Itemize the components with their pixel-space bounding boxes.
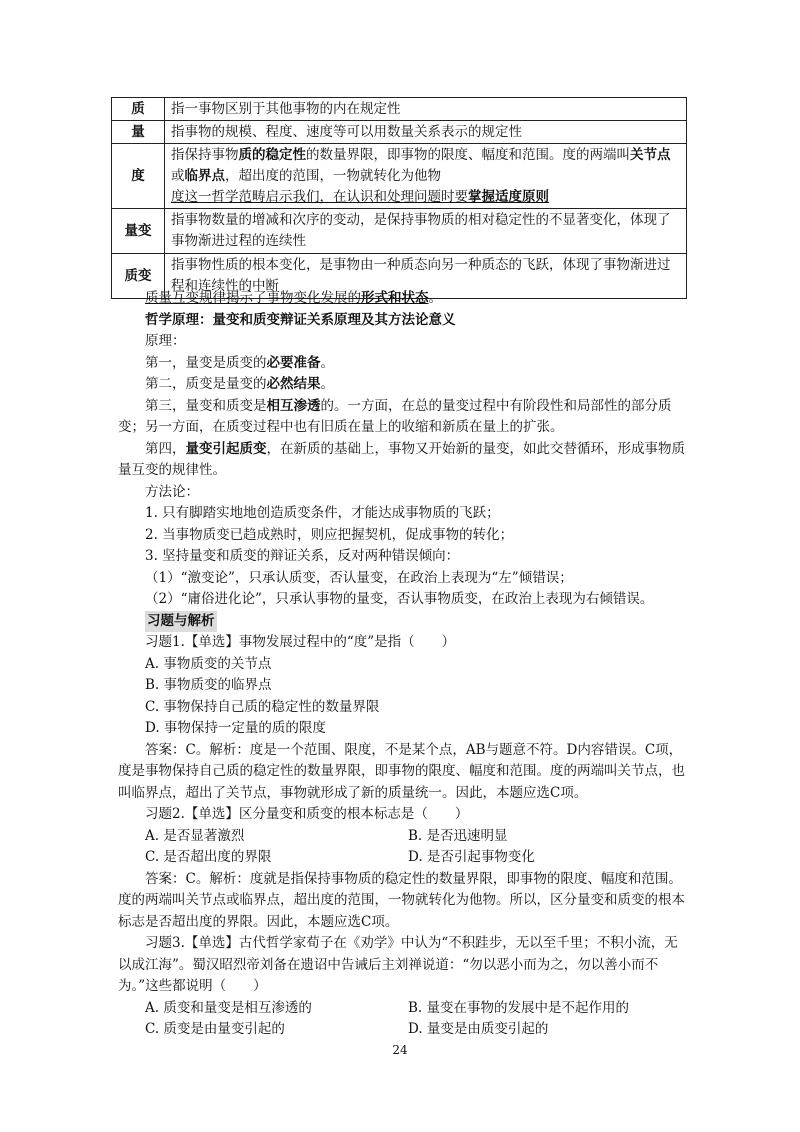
text: 第一，量变是质变的 — [145, 354, 267, 371]
text: ，超出度的范围，一物就转化为他物 — [225, 167, 441, 184]
underlined-text — [171, 189, 549, 205]
option: B. 量变在事物的发展中是不起作用的 — [408, 999, 630, 1016]
option-row — [118, 1019, 690, 1041]
body-text — [118, 288, 690, 1041]
table-row — [112, 144, 687, 209]
table-row — [112, 209, 687, 254]
table-row — [112, 98, 687, 121]
term-cell: 度 — [112, 144, 165, 209]
bold-text: 相互渗透 — [266, 397, 321, 414]
exercise-heading-line — [118, 611, 690, 633]
bold-text: 掌握适度原则 — [468, 188, 549, 205]
desc-cell: 指事物的规模、程度、速度等可以用数量关系表示的规定性 — [165, 121, 687, 144]
term-cell: 量变 — [112, 209, 165, 254]
option-row — [118, 847, 690, 869]
text: 。 — [428, 290, 442, 306]
principle-3 — [118, 396, 690, 439]
desc-cell: 指事物数量的增减和次序的变动，是保持事物质的相对稳定性的不显著变化，体现了事物渐进过程的连续性 — [165, 209, 687, 254]
bold-text: 临界点 — [184, 167, 225, 184]
answer: 答案：C。解析：度就是指保持事物质的稳定性的数量界限，即事物的限度、幅度和范围。度的两端叫关节点或临界点，超出度的范围，一物就转化为他物。所以，区分量变和质变的根本标志是否超出度的界限。因此，本题应选C项。 — [118, 870, 685, 930]
question-stem: 习题3.【单选】古代哲学家荀子在《劝学》中认为“不积跬步，无以至千里；不积小流，无以成江海”。蜀汉昭烈帝刘备在遗诏中告诫后主刘禅说道：“勿以恶小而为之，勿以善小而不为。”这些都说明（ ） — [118, 935, 678, 994]
term-cell: 质 — [112, 98, 165, 121]
bold-text: 哲学原理：量变和质变辩证关系原理及其方法论意义 — [145, 311, 456, 328]
method-label: 方法论： — [145, 483, 199, 500]
text: 。 — [320, 354, 334, 371]
option: B. 事物质变的临界点 — [145, 677, 272, 693]
option: D. 是否引起事物变化 — [408, 849, 535, 865]
text: 或 — [171, 167, 185, 184]
underlined-text — [145, 290, 429, 306]
table-row — [112, 121, 687, 144]
text: 。 — [320, 376, 334, 392]
question-stem: 习题2.【单选】区分量变和质变的根本标志是（ ） — [145, 806, 469, 822]
method-item: （1）“激变论”，只承认质变，否认量变，在政治上表现为“左”倾错误； — [145, 569, 573, 586]
option: D. 事物保持一定量的质的限度 — [145, 720, 326, 736]
page-number: 24 — [392, 1043, 408, 1057]
bold-text: 形式和状态 — [361, 290, 429, 306]
bold-text: 量变引起质变 — [185, 440, 267, 457]
option: A. 质变和量变是相互渗透的 — [145, 999, 312, 1016]
question-stem: 习题1.【单选】事物发展过程中的“度”是指（ ） — [145, 634, 456, 650]
option: C. 质变是由量变引起的 — [145, 1021, 285, 1037]
bold-text: 必要准备 — [266, 354, 321, 371]
option: C. 是否超出度的界限 — [145, 849, 272, 865]
method-item: 1. 只有脚踏实地地创造质变条件，才能达成事物质的飞跃； — [145, 505, 500, 521]
method-item: 3. 坚持量变和质变的辩证关系，反对两种错误倾向： — [145, 548, 460, 564]
principle-4 — [118, 439, 690, 482]
summary-line — [118, 288, 690, 310]
option-row — [118, 998, 690, 1020]
principle-2 — [118, 374, 690, 396]
method-item: （2）“庸俗进化论”，只承认事物的量变，否认事物质变，在政治上表现为右倾错误。 — [145, 591, 654, 607]
text: 的数量界限，即事物的限度、幅度和范围。度的两端叫 — [306, 146, 630, 163]
text: 度这一哲学范畴启示我们，在认识和处理问题时要 — [171, 188, 468, 205]
text: ，在新质的基础上，事物又开始新的量变，如此交替循环，形成事物质量互变的规律性。 — [118, 440, 685, 478]
desc-cell — [165, 144, 687, 209]
option: B. 是否迅速明显 — [408, 827, 508, 844]
principle-heading — [118, 310, 690, 332]
text: 指保持事物 — [171, 146, 239, 163]
option: A. 是否显著激烈 — [145, 827, 245, 844]
option: A. 事物质变的关节点 — [145, 655, 272, 672]
exercise-heading: 习题与解析 — [145, 611, 217, 633]
principle-label: 原理： — [145, 333, 186, 349]
text: 的。一方面，在总的量变过程中有阶段性和局部性的部分质变；另一方面，在质变过程中也有旧质在量上的收缩和新质在量上的扩张。 — [118, 397, 672, 435]
text: 质量互变规律揭示了事物变化发展的 — [145, 290, 361, 306]
bold-text: 质的稳定性 — [238, 146, 306, 163]
bold-text: 关节点 — [630, 146, 671, 163]
text: 第三，量变和质变是 — [145, 397, 267, 414]
text: 第四， — [145, 440, 186, 457]
desc-cell: 指一事物区别于其他事物的内在规定性 — [165, 98, 687, 121]
text: 第二，质变是量变的 — [145, 376, 267, 392]
desc-cell: 指事物性质的根本变化，是事物由一种质态向另一种质态的飞跃，体现了事物渐进过程和连续性的中断 — [165, 254, 687, 299]
term-cell: 量 — [112, 121, 165, 144]
option: D. 量变是由质变引起的 — [408, 1021, 549, 1037]
option: C. 事物保持自己质的稳定性的数量界限 — [145, 698, 380, 715]
principle-1 — [118, 353, 690, 375]
method-item: 2. 当事物质变已趋成熟时，则应把握契机，促成事物的转化； — [145, 526, 514, 543]
answer: 答案：C。解析：度是一个范围、限度，不是某个点，AB与题意不符。D内容错误。C项，度是事物保持自己质的稳定性的数量界限，即事物的限度、幅度和范围。度的两端叫关节点，也叫临界点，超出了关节点，事物就形成了新的质量统一。因此，本题应选C项。 — [118, 741, 685, 801]
concept-table — [111, 97, 687, 299]
option-row — [118, 826, 690, 848]
bold-text: 必然结果 — [266, 376, 321, 392]
term-cell: 质变 — [112, 254, 165, 299]
